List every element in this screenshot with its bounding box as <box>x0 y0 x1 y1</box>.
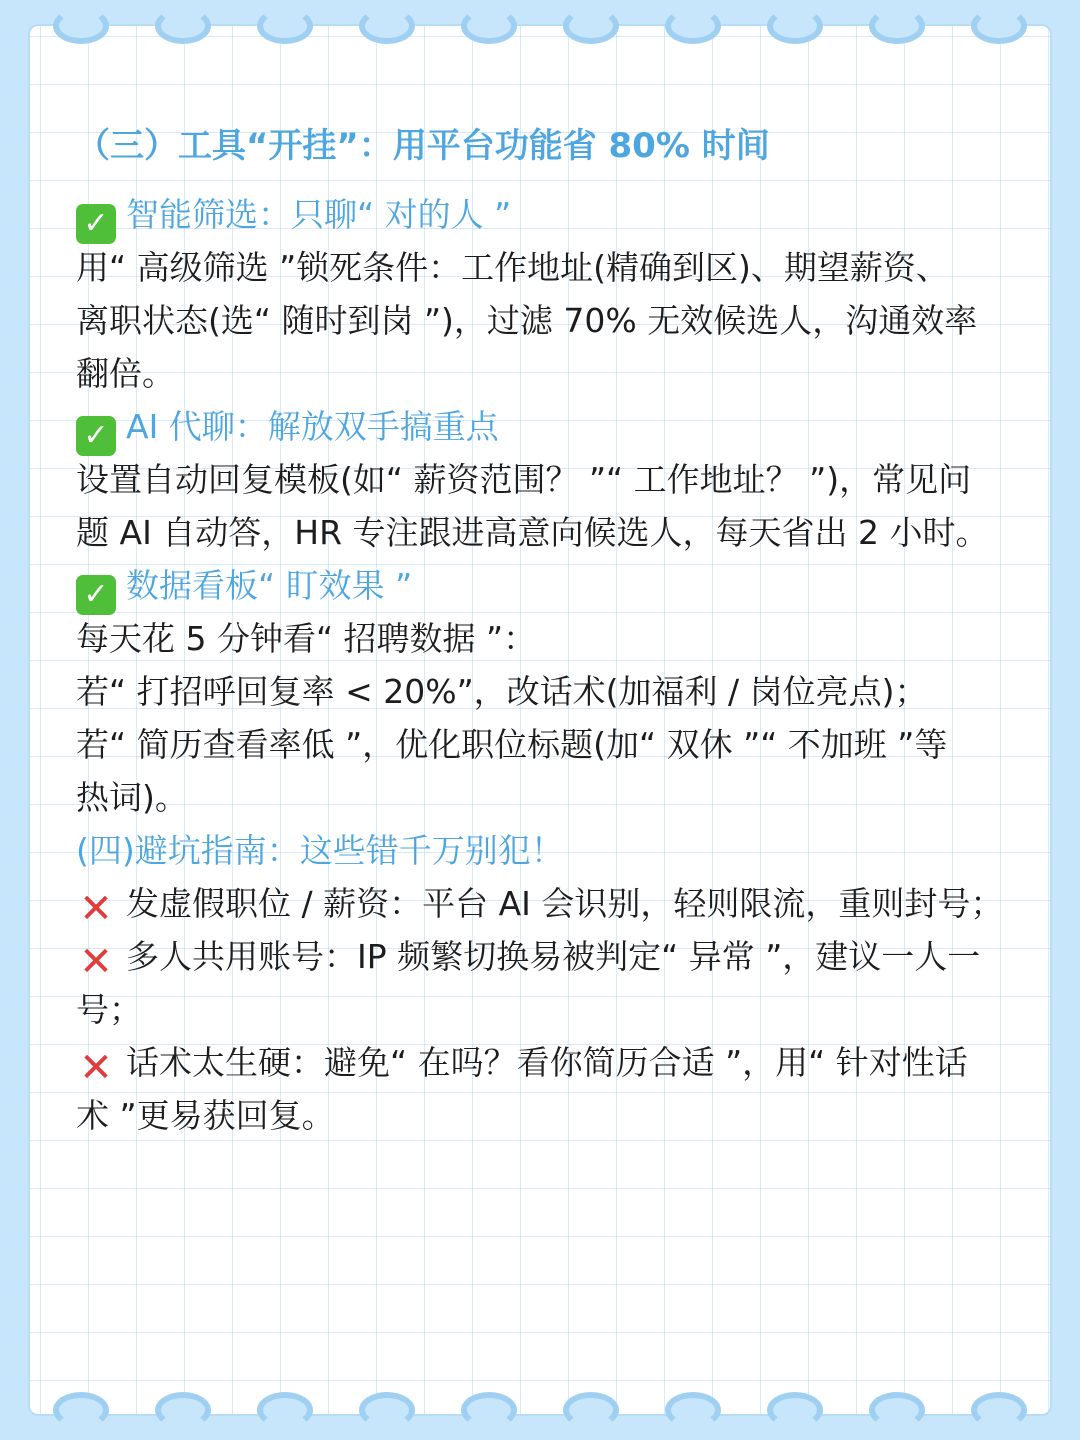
tip-heading-text: 智能筛选：只聊“ 对的人 ” <box>126 195 512 234</box>
cross-icon: ✕ <box>79 886 113 932</box>
tip-heading-text: 数据看板“ 盯效果 ” <box>126 566 413 605</box>
cross-icon: ✕ <box>79 939 113 985</box>
tip-heading <box>76 400 1026 453</box>
check-icon: ✓ <box>76 575 116 615</box>
body-line: 号； <box>76 990 142 1029</box>
check-icon: ✓ <box>76 204 116 244</box>
check-icon: ✓ <box>76 416 116 456</box>
body-line: 用“ 高级筛选 ”锁死条件：工作地址(精确到区)、期望薪资、 <box>76 248 949 287</box>
pitfall-text: 多人共用账号：IP 频繁切换易被判定“ 异常 ”，建议一人一 <box>126 937 981 976</box>
tip-heading <box>76 559 1026 612</box>
body-line: 术 ”更易获回复。 <box>76 1096 335 1135</box>
pitfall-item <box>76 930 1026 983</box>
pitfall-text: 发虚假职位 / 薪资：平台 AI 会识别，轻则限流，重则封号； <box>126 884 1004 923</box>
body-line: 翻倍。 <box>76 354 175 393</box>
body-line: 设置自动回复模板(如“ 薪资范围？ ”“ 工作地址？ ”)，常见问 <box>76 460 972 499</box>
cross-icon: ✕ <box>79 1045 113 1091</box>
section-3-title: （三）工具“开挂”：用平台功能省 80% 时间 <box>76 126 770 166</box>
body-line: 题 AI 自动答，HR 专注跟进高意向候选人，每天省出 2 小时。 <box>76 513 989 552</box>
body-line: 若“ 简历查看率低 ”，优化职位标题(加“ 双休 ”“ 不加班 ”等 <box>76 725 948 764</box>
body-line: 若“ 打招呼回复率 < 20%”，改话术(加福利 / 岗位亮点)； <box>76 672 928 711</box>
body-line: 每天花 5 分钟看“ 招聘数据 ”： <box>76 619 537 658</box>
pitfall-text: 话术太生硬：避免“ 在吗？看你简历合适 ”，用“ 针对性话 <box>126 1043 968 1082</box>
section-4-title: (四)避坑指南：这些错千万别犯！ <box>76 831 564 870</box>
body-line: 离职状态(选“ 随时到岗 ”)，过滤 70% 无效候选人，沟通效率 <box>76 301 978 340</box>
tip-heading <box>76 188 1026 241</box>
body-line: 热词)。 <box>76 778 188 817</box>
pitfall-item <box>76 877 1026 930</box>
note-content <box>76 114 1026 1142</box>
pitfall-item <box>76 1036 1026 1089</box>
tip-heading-text: AI 代聊：解放双手搞重点 <box>126 407 499 446</box>
